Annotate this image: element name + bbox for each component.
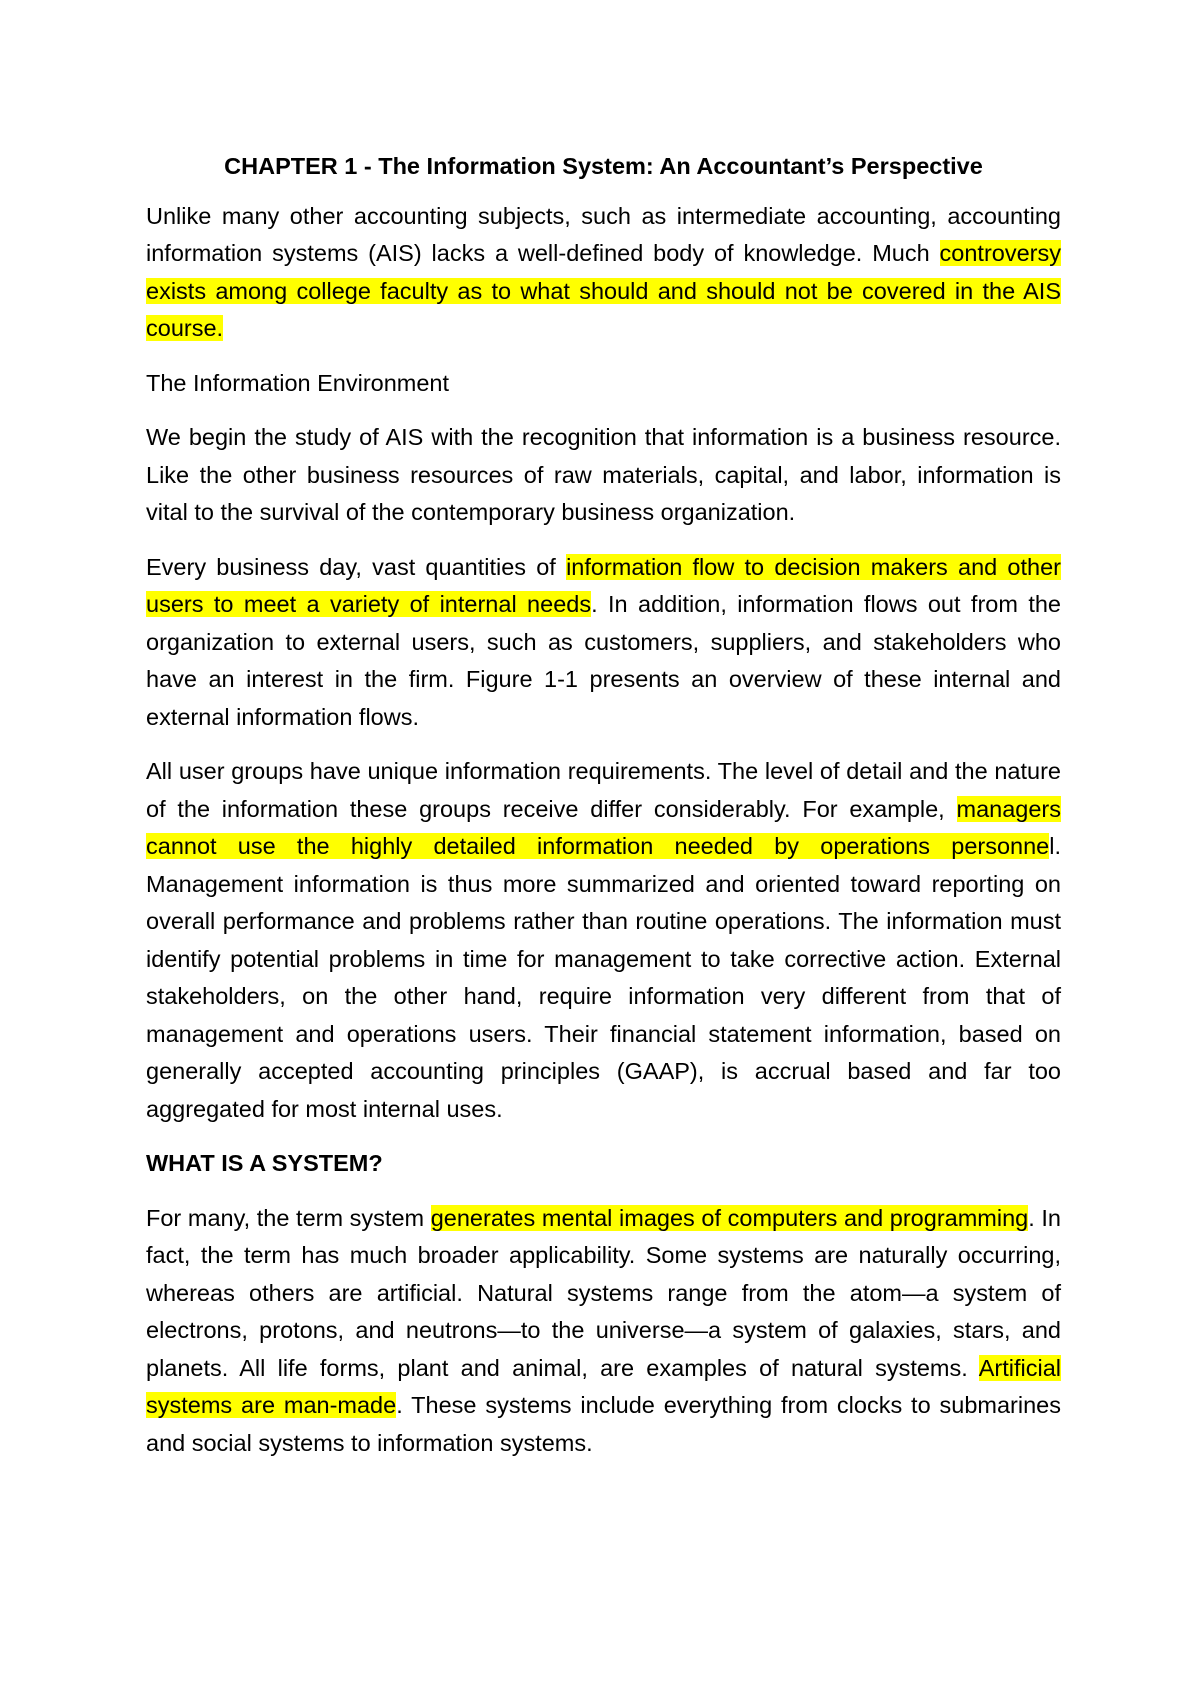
paragraph-text: Every business day, vast quantities of <box>146 553 567 580</box>
paragraph-text: . These systems include everything from clocks to submarines and social systems to information systems. <box>146 1392 1061 1456</box>
section-heading-what-is-a-system: WHAT IS A SYSTEM? <box>146 1150 383 1176</box>
highlighted-text: controversy exists among college faculty as to what should and should not be covered in the AIS course. <box>146 240 1061 341</box>
highlighted-text: managers cannot use the highly detailed information needed by operations personne <box>146 795 1061 859</box>
document-page <box>146 148 1061 1479</box>
highlighted-text: information flow to decision makers and other users to meet a variety of internal needs <box>146 553 1061 617</box>
paragraph-user-groups <box>146 753 1061 1128</box>
highlighted-text: Artificial systems are man-made <box>146 1354 1061 1418</box>
highlighted-text: generates mental images of computers and programming <box>430 1204 1029 1231</box>
paragraph-information-flows <box>146 549 1061 737</box>
paragraph-system-definition <box>146 1200 1061 1463</box>
section-heading-information-environment: The Information Environment <box>146 369 450 396</box>
paragraph-text: Unlike many other accounting subjects, such as intermediate accounting, accounting information systems (AIS) lacks a well-defined body of knowledge. Much <box>146 202 1061 266</box>
paragraph-text: . In fact, the term has much broader applicability. Some systems are naturally occurring, whereas others are artificial. Natural systems range from the atom—a system of electrons, protons, and neutrons—to the universe—a system of galaxies, stars, and planets. All life forms, plant and animal, are examples of natural systems. <box>146 1204 1061 1381</box>
chapter-title: CHAPTER 1 - The Information System: An Accountant’s Perspective <box>224 153 983 179</box>
paragraph-text: All user groups have unique information requirements. The level of detail and the nature of the information these groups receive differ considerably. For example, <box>146 758 1061 822</box>
paragraph-information-resource: We begin the study of AIS with the recognition that information is a business resource. Like the other business resources of raw materials, capital, and labor, information is vital to the survival of the contemporary business organization. <box>146 424 1061 525</box>
paragraph-text: For many, the term system <box>146 1204 431 1231</box>
paragraph-intro <box>146 198 1061 348</box>
paragraph-text: . In addition, information flows out from the organization to external users, such as customers, suppliers, and stakeholders who have an interest in the firm. Figure 1-1 presents an overview of these internal and external information flows. <box>146 591 1061 730</box>
paragraph-text: l. Management information is thus more summarized and oriented toward reporting on overall performance and problems rather than routine operations. The information must identify potential problems in time for management to take corrective action. External stakeholders, on the other hand, require information very different from that of management and operations users. Their financial statement information, based on generally accepted accounting principles (GAAP), is accrual based and far too aggregated for most internal uses. <box>146 833 1061 1122</box>
